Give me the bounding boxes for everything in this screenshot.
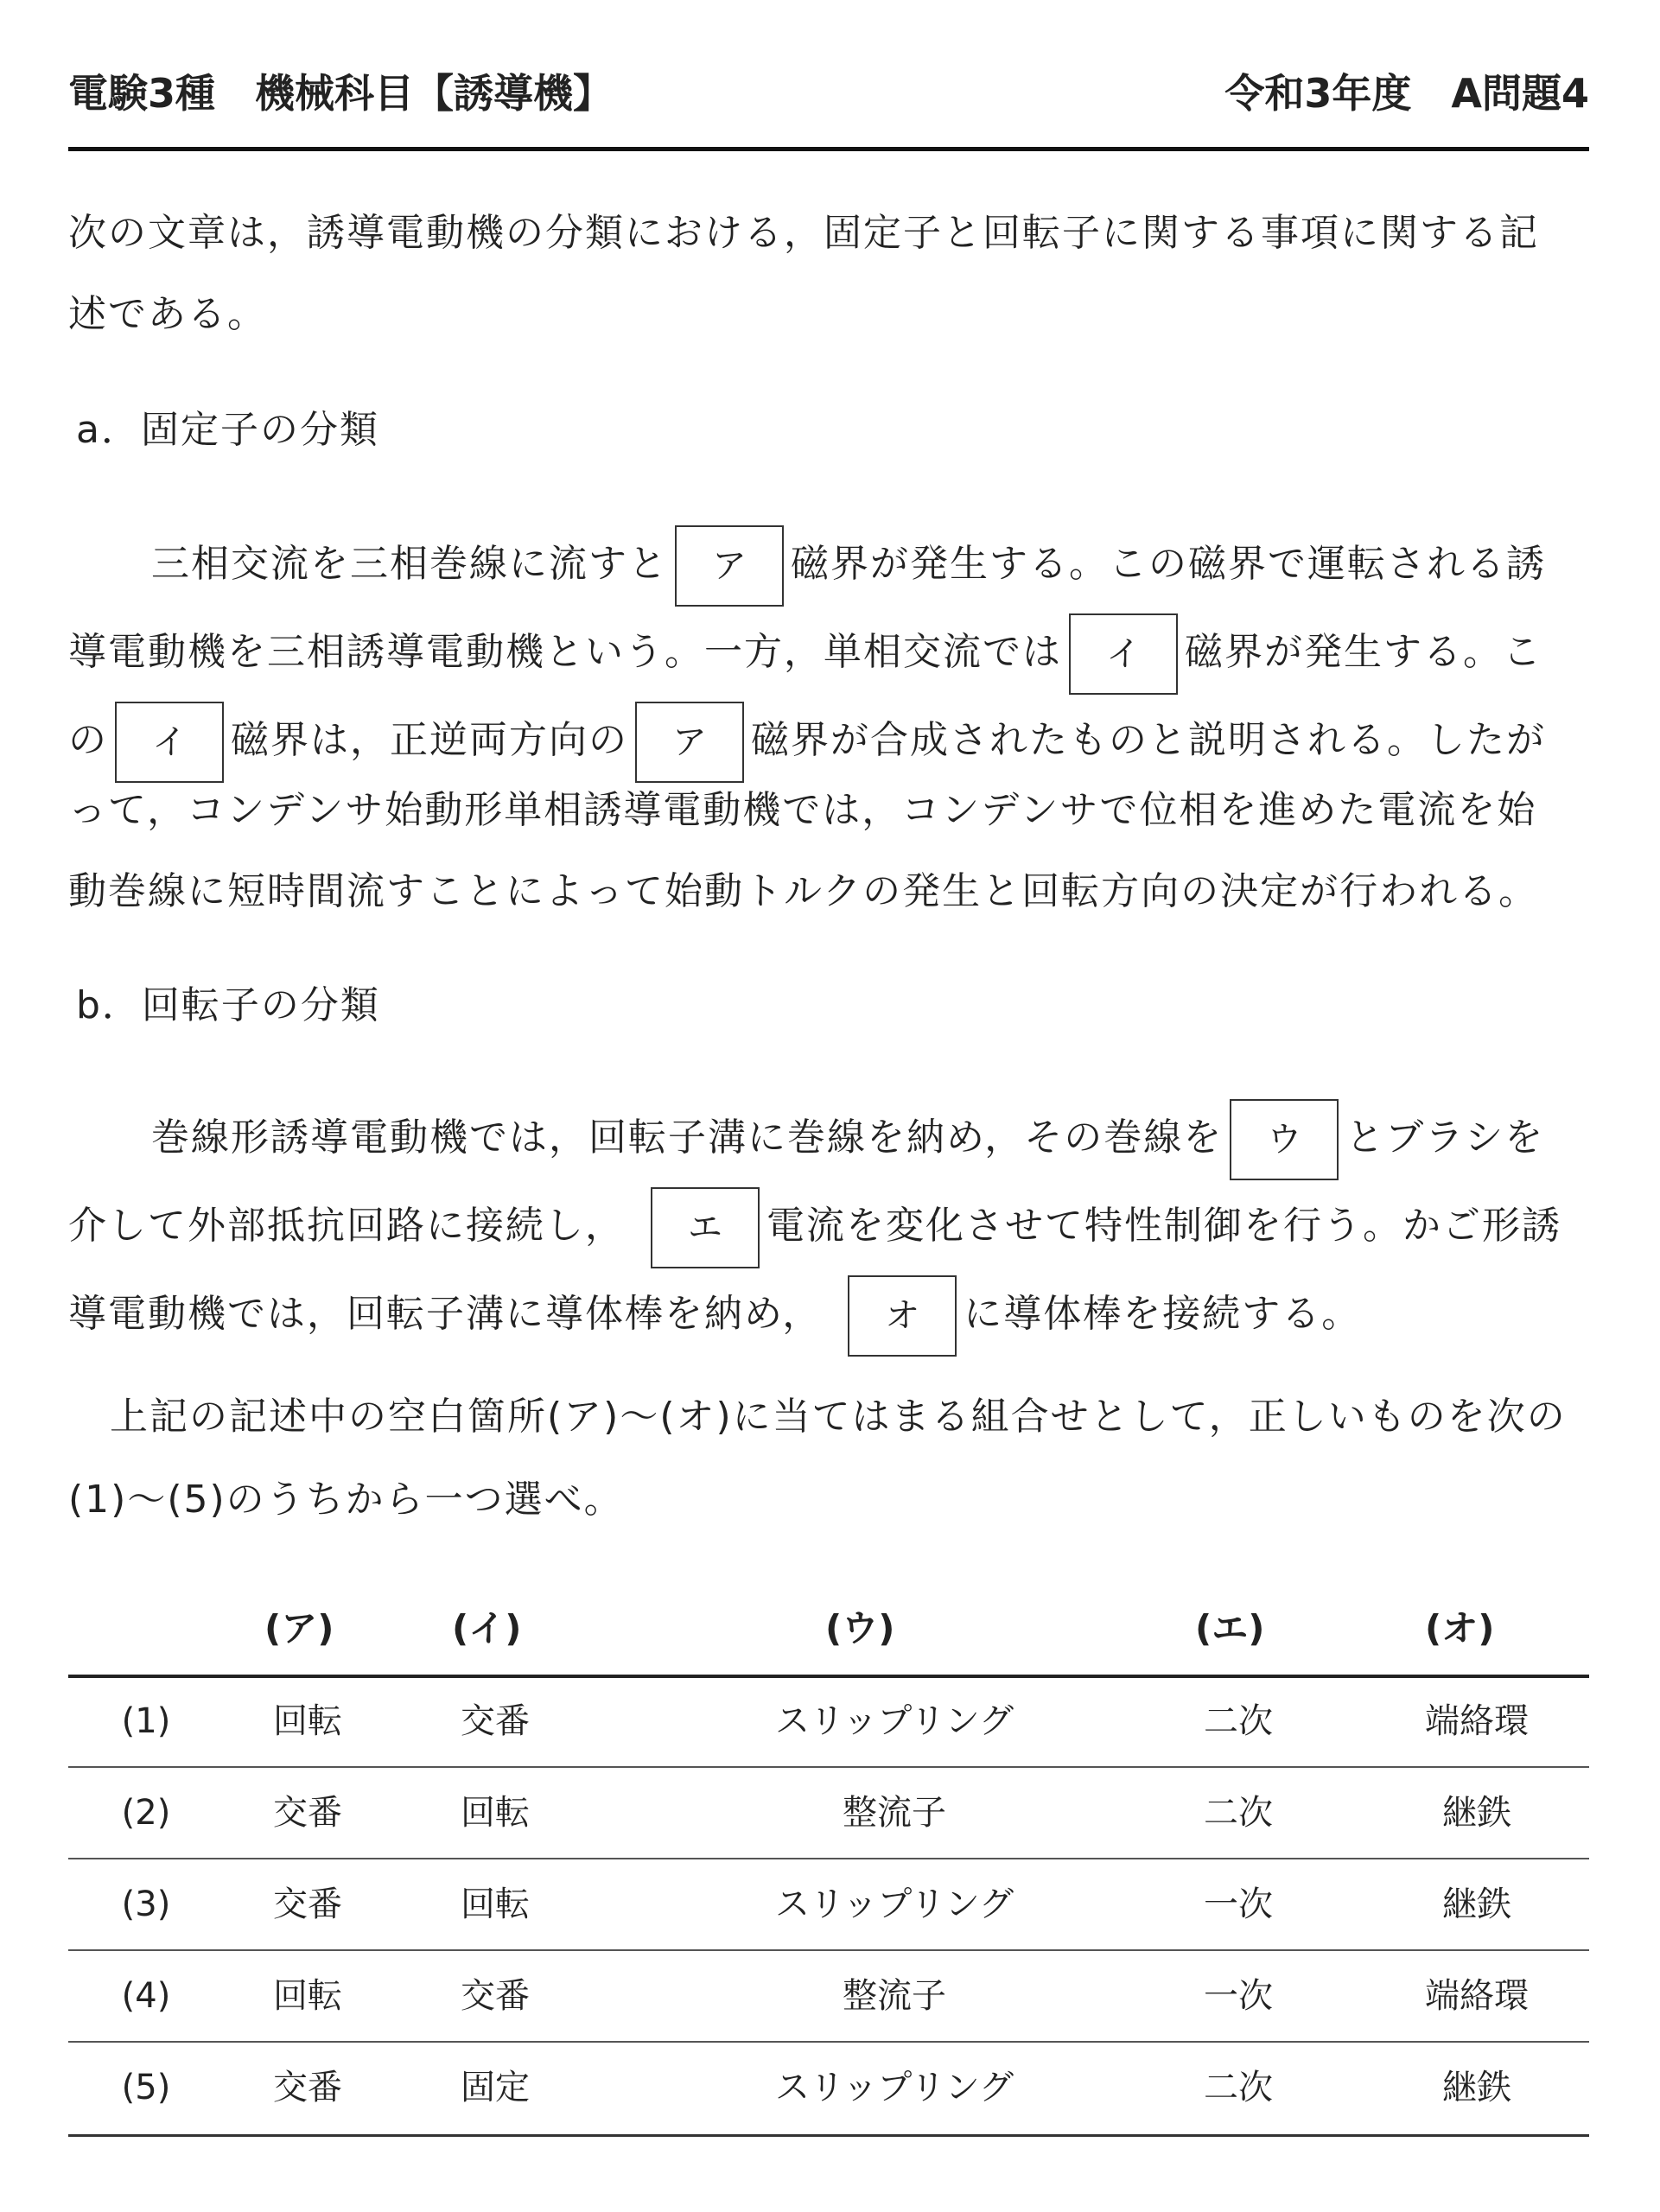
- text-fragment: 三相交流を三相巻線に流すと: [151, 542, 668, 586]
- page-header: [68, 69, 1589, 118]
- section-b-line-1: [151, 1099, 1545, 1160]
- table-bottom-rule: [68, 2134, 1589, 2137]
- cell-o: 継鉄: [1442, 1885, 1511, 1924]
- cell-u: スリップリング: [775, 2068, 1014, 2107]
- header-divider: [68, 147, 1589, 151]
- blank-box-e: エ: [651, 1187, 760, 1268]
- blank-box-u: ウ: [1230, 1099, 1339, 1180]
- choice-number: (3): [121, 1885, 171, 1924]
- cell-a: 交番: [273, 2068, 342, 2107]
- cell-i: 回転: [461, 1793, 530, 1833]
- section-a-line-4: って，コンデンサ始動形単相誘導電動機では，コンデンサで位相を進めた電流を始: [68, 788, 1537, 832]
- text-fragment: 磁界が発生する。こ: [1185, 630, 1542, 674]
- cell-i: 固定: [461, 2068, 530, 2107]
- cell-a: 交番: [273, 1885, 342, 1924]
- text-fragment: 介して外部抵抗回路に接続し，: [68, 1204, 625, 1248]
- cell-u: 整流子: [843, 1976, 946, 2016]
- table-row: [68, 1676, 1589, 1766]
- section-b-line-3: [68, 1275, 1362, 1336]
- cell-o: 継鉄: [1442, 1793, 1511, 1833]
- choice-number: (2): [121, 1793, 171, 1833]
- section-a-line-5: 動巻線に短時間流すことによって始動トルクの発生と回転方向の決定が行われる。: [68, 869, 1539, 913]
- intro-line-2: 述である。: [68, 292, 267, 336]
- cell-i: 交番: [461, 1701, 530, 1741]
- choice-number: (4): [121, 1976, 171, 2016]
- blank-box-a: ア: [635, 702, 744, 783]
- blank-box-i: イ: [115, 702, 224, 783]
- cell-a: 交番: [273, 1793, 342, 1833]
- table-header-i: (イ): [452, 1607, 522, 1649]
- cell-u: 整流子: [843, 1793, 946, 1833]
- section-a-line-2: [68, 613, 1542, 674]
- table-header-u: (ウ): [825, 1607, 895, 1649]
- header-title: 電験3種 機械科目【誘導機】: [68, 70, 614, 117]
- table-row: [68, 1768, 1589, 1858]
- table-row: [68, 2043, 1589, 2133]
- text-fragment: 電流を変化させて特性制御を行う。かご形誘: [766, 1204, 1561, 1248]
- cell-u: スリップリング: [775, 1885, 1014, 1924]
- cell-u: スリップリング: [775, 1701, 1014, 1741]
- header-problem-id: 令和3年度 A問題4: [1224, 70, 1589, 117]
- blank-box-o: オ: [848, 1275, 957, 1357]
- intro-line-1: 次の文章は，誘導電動機の分類における，固定子と回転子に関する事項に関する記: [68, 211, 1539, 255]
- text-fragment: に導体棒を接続する。: [964, 1292, 1362, 1336]
- cell-e: 一次: [1204, 1885, 1273, 1924]
- section-a-line-3: [68, 702, 1546, 762]
- section-a-title: a．固定子の分類: [76, 408, 379, 452]
- question-line-1: 上記の記述中の空白箇所(ア)～(オ)に当てはまる組合せとして，正しいものを次の: [110, 1395, 1567, 1439]
- text-fragment: 磁界が合成されたものと説明される。したが: [751, 718, 1546, 762]
- table-header-a: (ア): [264, 1607, 334, 1649]
- blank-box-i: イ: [1069, 613, 1178, 695]
- section-a-line-1: [151, 525, 1546, 586]
- cell-e: 二次: [1204, 2068, 1273, 2107]
- text-fragment: とブラシを: [1345, 1116, 1545, 1160]
- text-fragment: の: [68, 718, 108, 762]
- cell-i: 交番: [461, 1976, 530, 2016]
- cell-a: 回転: [273, 1976, 342, 2016]
- text-fragment: 導電動機を三相誘導電動機という。一方，単相交流では: [68, 630, 1062, 674]
- section-b-line-2: [68, 1187, 1561, 1248]
- cell-i: 回転: [461, 1885, 530, 1924]
- blank-box-a: ア: [675, 525, 784, 607]
- table-row: [68, 1859, 1589, 1949]
- section-b-title: b．回転子の分類: [76, 983, 380, 1027]
- choice-number: (5): [121, 2068, 171, 2107]
- cell-o: 継鉄: [1442, 2068, 1511, 2107]
- question-line-2: (1)～(5)のうちから一つ選べ。: [68, 1478, 624, 1522]
- table-header-o: (オ): [1425, 1607, 1495, 1649]
- cell-o: 端絡環: [1425, 1701, 1529, 1741]
- table-row: [68, 1951, 1589, 2041]
- cell-e: 二次: [1204, 1793, 1273, 1833]
- text-fragment: 導電動機では，回転子溝に導体棒を納め，: [68, 1292, 823, 1336]
- text-fragment: 磁界は，正逆両方向の: [231, 718, 628, 762]
- choice-number: (1): [121, 1701, 171, 1741]
- table-header-e: (エ): [1195, 1607, 1265, 1649]
- cell-o: 端絡環: [1425, 1976, 1529, 2016]
- cell-a: 回転: [273, 1701, 342, 1741]
- cell-e: 一次: [1204, 1976, 1273, 2016]
- text-fragment: 磁界が発生する。この磁界で運転される誘: [791, 542, 1546, 586]
- text-fragment: 巻線形誘導電動機では，回転子溝に巻線を納め，その巻線を: [151, 1116, 1224, 1160]
- cell-e: 二次: [1204, 1701, 1273, 1741]
